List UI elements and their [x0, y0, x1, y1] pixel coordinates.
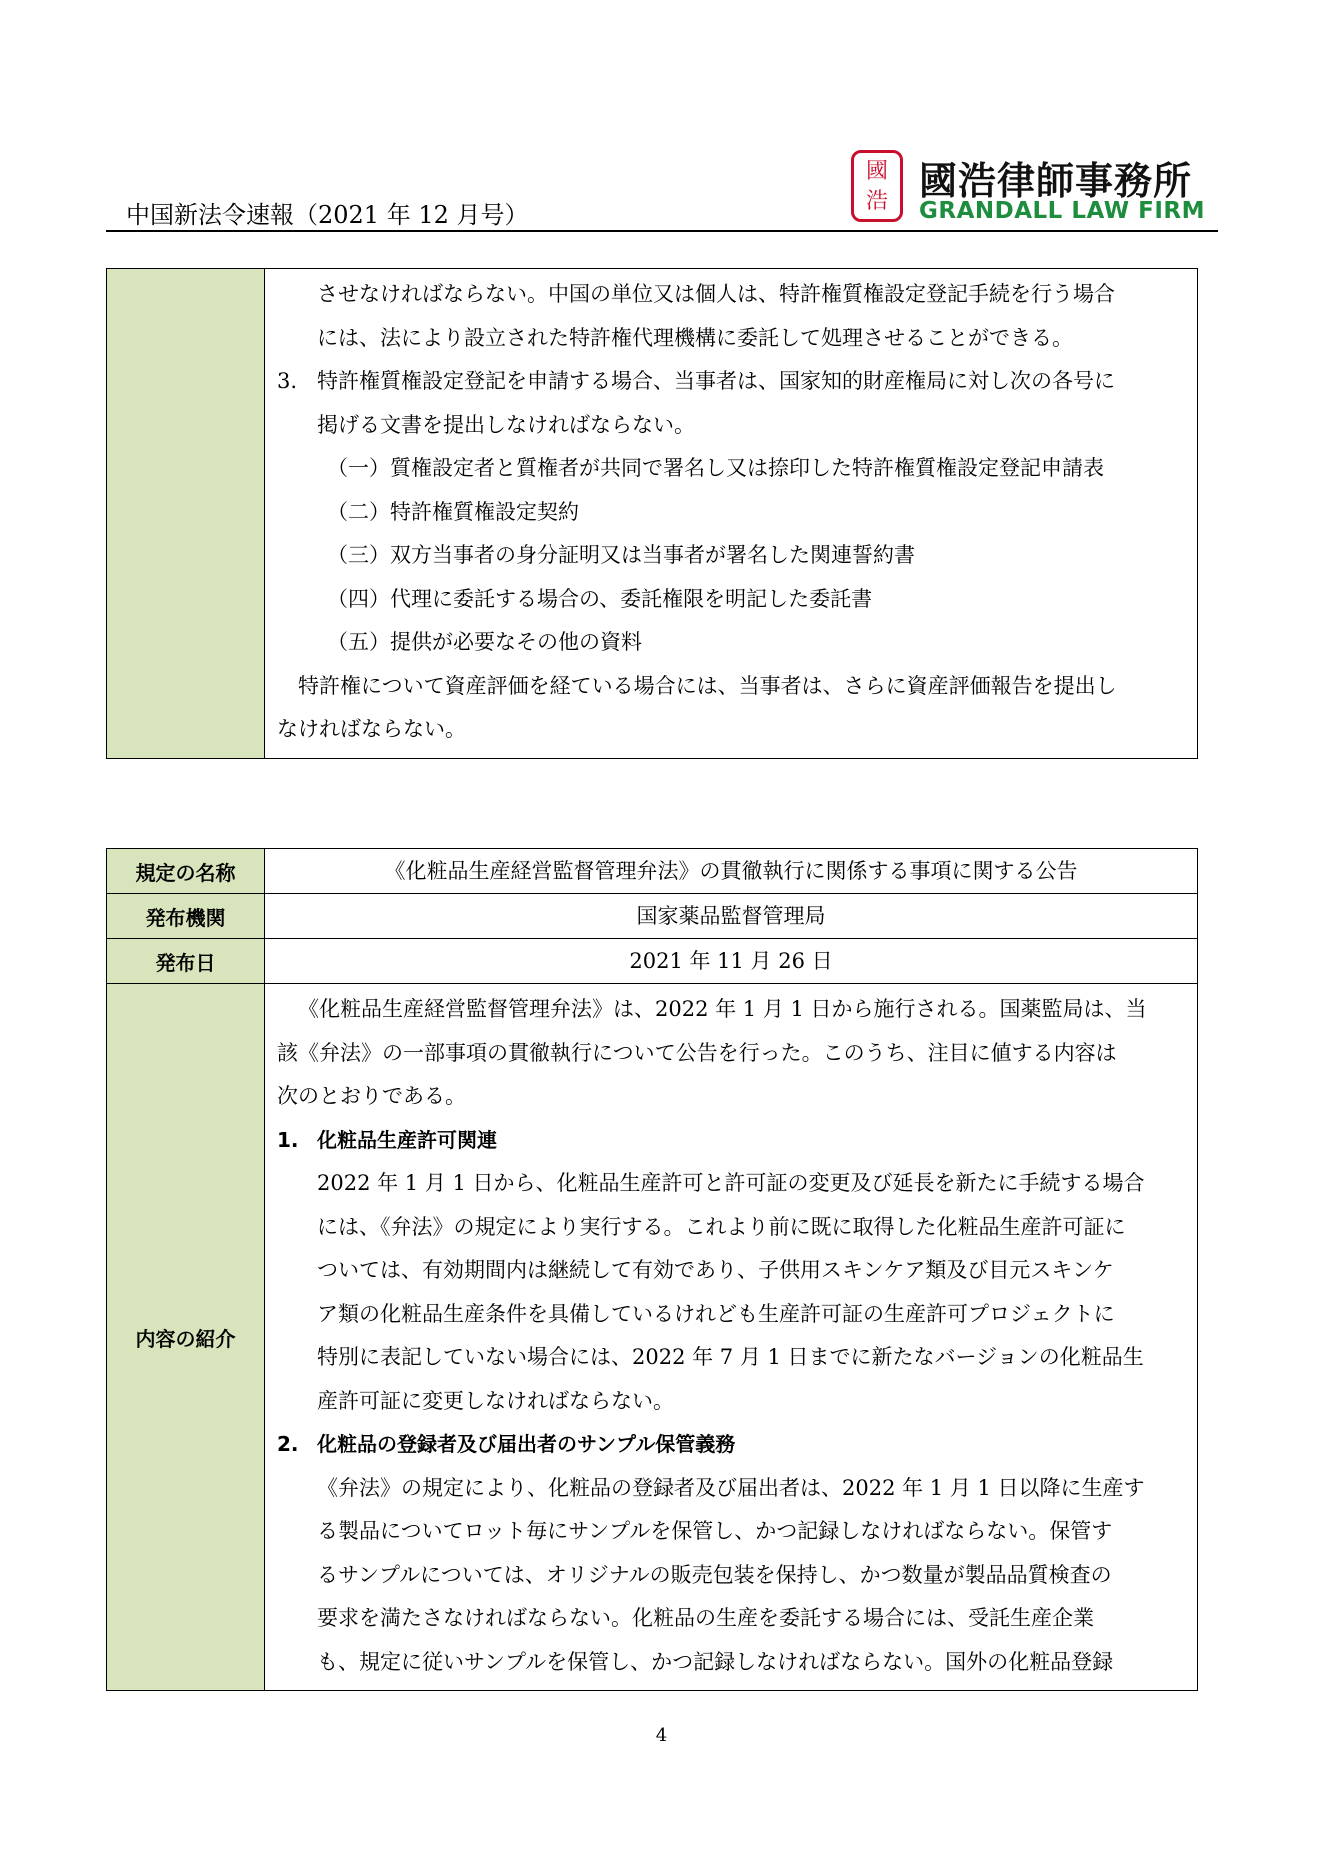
sub-item: （四）代理に委託する場合の、委託権限を明記した委託書	[327, 586, 873, 611]
section-2-line: るサンプルについては、オリジナルの販売包装を保持し、かつ数量が製品品質検査の	[317, 1562, 1112, 1587]
section-2-line: も、規定に従いサンプルを保管し、かつ記録しなければならない。国外の化粧品登録	[317, 1649, 1114, 1674]
section-2-line: 《弁法》の規定により、化粧品の登録者及び届出者は、2022 年 1 月 1 日以降に生産す	[317, 1475, 1145, 1500]
intro-line: 《化粧品生産経営監督管理弁法》は、2022 年 1 月 1 日から施行される。国薬監局は、当	[298, 997, 1147, 1021]
continuation-table	[106, 268, 1198, 759]
sub-item: （二）特許権質権設定契約	[327, 499, 579, 524]
section-2-heading	[277, 1423, 1185, 1467]
continuation-line: には、法により設立された特許権代理機構に委託して処理させることができる。	[317, 325, 1073, 350]
section-1-line: ア類の化粧品生産条件を具備しているけれども生産許可証の生産許可プロジェクトに	[317, 1301, 1115, 1326]
regulation-name-value: 《化粧品生産経営監督管理弁法》の貫徹執行に関係する事項に関する公告	[265, 849, 1198, 894]
closing-paragraph: 特許権について資産評価を経ている場合には、当事者は、さらに資産評価報告を提出し	[298, 673, 1117, 698]
content-cell	[265, 984, 1198, 1691]
regulation-name-row	[107, 849, 1198, 894]
content-row	[107, 984, 1198, 1691]
date-value: 2021 年 11 月 26 日	[265, 939, 1198, 984]
regulation-name-label: 規定の名称	[107, 849, 265, 894]
intro-line: 該《弁法》の一部事項の貫徹執行について公告を行った。このうち、注目に値する内容は	[277, 1040, 1117, 1065]
intro-line: 次のとおりである。	[277, 1084, 466, 1108]
item-text: 特許権質権設定登記を申請する場合、当事者は、国家知的財産権局に対し次の各号に	[317, 369, 1115, 393]
section-1-line: には、《弁法》の規定により実行する。これより前に既に取得した化粧品生産許可証に	[317, 1214, 1126, 1239]
section-1-heading	[277, 1119, 1185, 1163]
section-2-line: る製品についてロット毎にサンプルを保管し、かつ記録しなければならない。保管す	[317, 1519, 1113, 1543]
item-3	[277, 360, 1185, 404]
header-divider	[106, 230, 1218, 232]
continuation-line: させなければならない。中国の単位又は個人は、特許権質権設定登記手続を行う場合	[317, 282, 1115, 306]
firm-seal-icon: 國 浩	[851, 150, 903, 222]
page-number: 4	[655, 1725, 668, 1746]
regulation-table	[106, 848, 1198, 1691]
sub-item: （五）提供が必要なその他の資料	[327, 630, 642, 654]
section-1-line: ついては、有効期間内は継続して有効であり、子供用スキンケア類及び目元スキンケ	[317, 1258, 1114, 1282]
section-number: 2.	[277, 1432, 299, 1456]
date-label: 発布日	[107, 939, 265, 984]
firm-name-en: GRANDALL LAW FIRM	[919, 198, 1206, 224]
item-number: 3.	[277, 369, 298, 393]
section-1-line: 2022 年 1 月 1 日から、化粧品生産許可と許可証の変更及び延長を新たに手続する場合	[317, 1171, 1145, 1195]
continuation-label-cell	[107, 269, 265, 759]
page-header	[106, 150, 1216, 230]
firm-logo	[851, 150, 1216, 225]
section-title: 化粧品の登録者及び届出者のサンプル保管義務	[317, 1432, 736, 1456]
closing-paragraph-continued: なければならない。	[277, 717, 466, 741]
firm-name-cn: 國浩律師事務所	[919, 159, 1193, 203]
date-row	[107, 939, 1198, 984]
agency-row	[107, 894, 1198, 939]
section-number: 1.	[277, 1127, 299, 1152]
sub-item: （一）質権設定者と質権者が共同で署名し又は捺印した特許権質権設定登記申請表	[327, 456, 1104, 480]
item-3-continued: 掲げる文書を提出しなければならない。	[317, 412, 695, 437]
section-2-line: 要求を満たさなければならない。化粧品の生産を委託する場合には、受託生産企業	[317, 1606, 1094, 1630]
agency-value: 国家薬品監督管理局	[265, 894, 1198, 939]
header-title: 中国新法令速報（2021 年 12 月号）	[126, 201, 529, 229]
section-1-line: 特別に表記していない場合には、2022 年 7 月 1 日までに新たなバージョンの化粧品生	[317, 1345, 1144, 1369]
section-1-line: 産許可証に変更しなければならない。	[317, 1388, 674, 1413]
content-label: 内容の紹介	[107, 984, 265, 1691]
sub-item: （三）双方当事者の身分証明又は当事者が署名した関連誓約書	[327, 543, 915, 567]
section-title: 化粧品生産許可関連	[317, 1127, 497, 1152]
agency-label: 発布機関	[107, 894, 265, 939]
continuation-content-cell	[265, 269, 1198, 759]
